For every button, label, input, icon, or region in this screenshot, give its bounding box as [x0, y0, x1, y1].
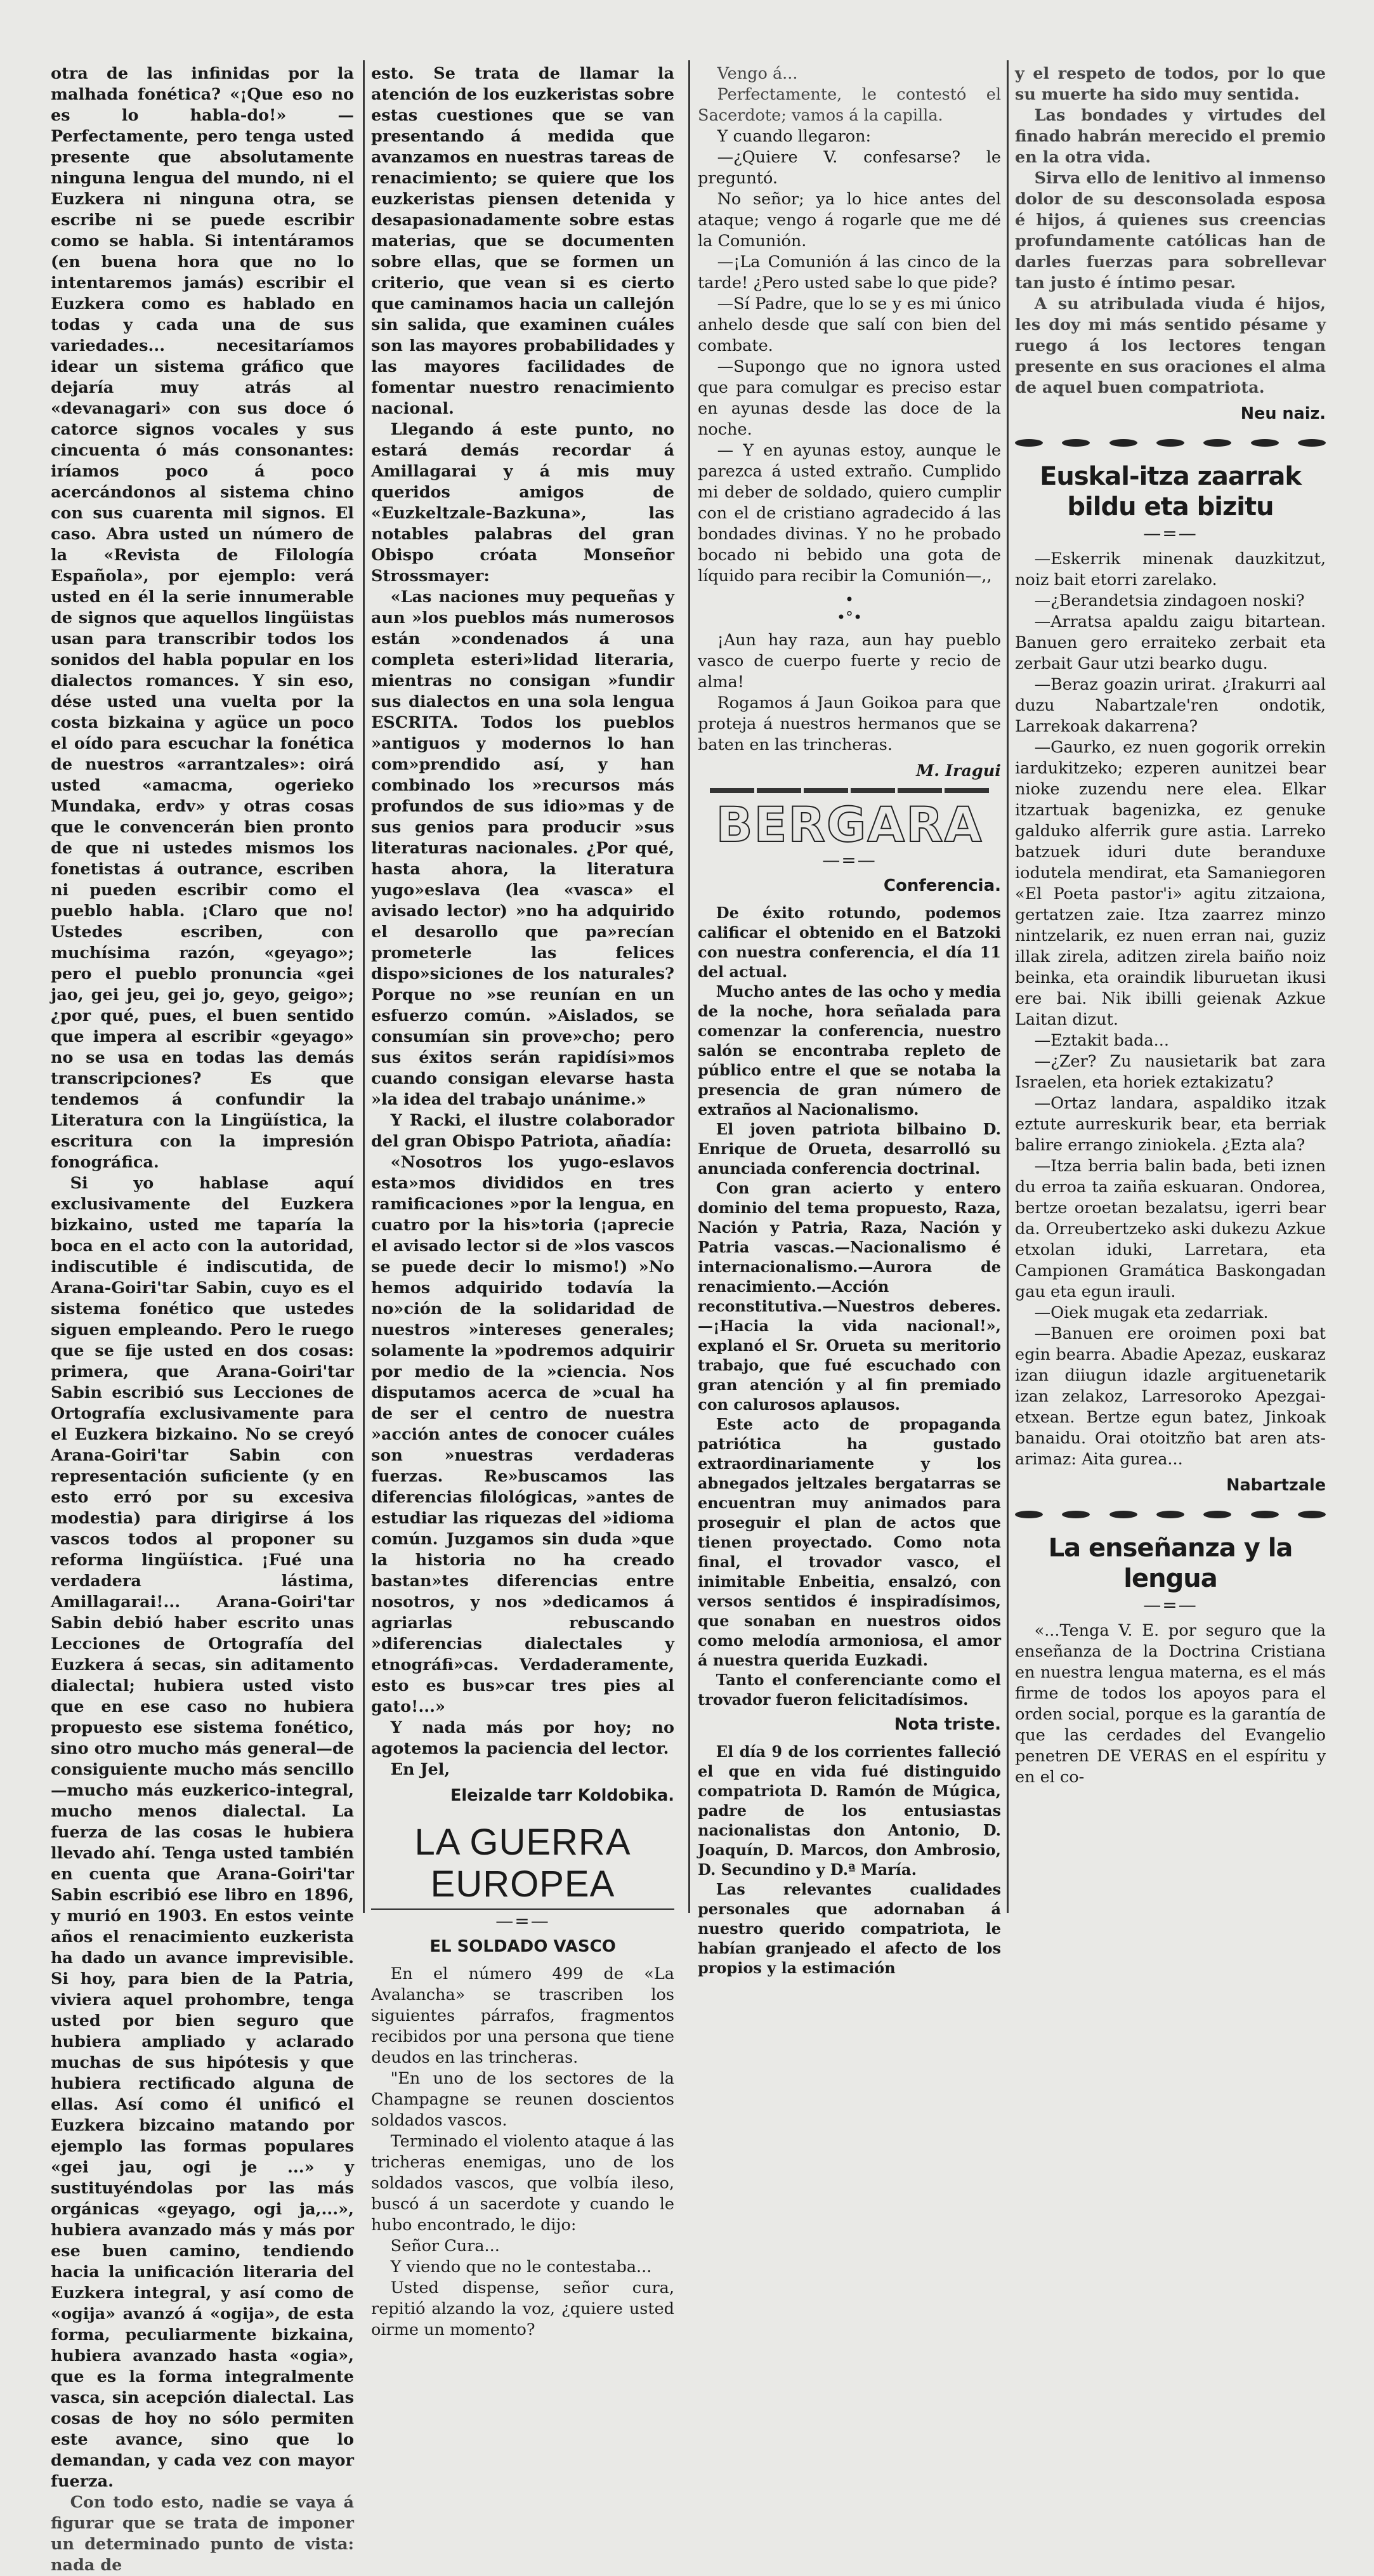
column-rule [1007, 60, 1009, 1913]
paragraph: —Ortaz landara, aspaldiko itzak eztute aurreskurik bear, eta berriak balire errango ziniokela. ¿Ezta ala? [1015, 1094, 1326, 1155]
paragraph: —¿Quiere V. confesarse? le preguntó. [698, 148, 1001, 188]
section-title-bergara: BERGARA [716, 796, 983, 853]
paragraph: Si yo hablase aquí exclusivamente del Euzkera bizkaino, usted me taparía la boca en el acto con la autoridad, indiscutible é indiscutida, de Arana-Goiri'tar Sabin, cuyo es el sistema fonético que ustedes siguen empleando. Pero le ruego que se fije usted en dos cosas: primera, que Arana-Goiri'tar Sabin escribió sus Lecciones de Ortografía exclusivamente para el Euzkera bizkaino. No se creyó Arana-Goiri'tar Sabin con representación suficiente (y en esto erró por su excesiva modestia) para dirigirse á los vascos todos al proponer su reforma lingüística. ¡Fué una verdadera lástima, Amillagarai!... Arana-Goiri'tar Sabin debió haber escrito unas Lecciones de Ortografía del Euzkera á secas, sin aditamento dialectal; hubiera usted visto que en ese caso no hubiera propuesto ese sistema fonético, sino otro mucho más general—de consiguiente mucho más sencillo—mucho más euzkerico-integral, mucho menos dialectal. La fuerza de las cosas le hubiera llevado ahí. Tenga usted también en cuenta que Arana-Goiri'tar Sabin escribió ese libro en 1896, y murió en 1903. En estos veinte años el renacimiento euzkerista ha dado un avance imprevisible. Si hoy, para bien de la Patria, viviera aquel prohombre, tenga usted por bien seguro que hubiera ampliado y aclarado muchas de sus hipótesis y que hubiera rectificado alguna de ellas. Así como él unificó el Euzkera bizcaino matando por ejemplo las formas populares «gei jau, ogi je ...» y sustituyéndolas por las más orgánicas «geyago, ogi ja,...», hubiera avanzado más y más por ese buen camino, tendiendo hacia la unificación literaria del Euzkera integral, y así como de «ogija» avanzó á «ogija», de esta forma, peculiarmente bizkaina, hubiera avanzado hasta «ogia», que es la forma integralmente vasca, sin acepción dialectal. Las cosas de hoy no sólo permiten este avance, sino que lo demandan, y cada vez con mayor fuerza. [51, 1174, 354, 2491]
paragraph: otra de las infinidas por la malhada fonética? «¡Que eso no es lo habla-do!» —Perfectamente, pero tenga usted presente que absolutamente ninguna lengua del mundo, ni el Euzkera ni ninguna otra, se escribe ni se puede escribir como se habla. Si intentáramos (en buena hora que no lo intentaremos jamás) escribir el Euzkera como es hablado en todas y cada una de sus variedades... necesitaríamos idear un sistema gráfico que dejaría muy atrás al «devanagari» con sus doce ó catorce signos vocales y sus cincuenta ó más consonantes: iríamos poco á poco acercándonos al sistema chino con sus cuarenta mil signos. El caso. Abra usted un número de la «Revista de Filología Española», por ejemplo: verá usted en él la serie innumerable de signos que aquellos lingüistas usan para transcribir todos los sonidos del habla popular en los dialectos romances. Y sin eso, dése usted una vuelta por la costa bizkaina y agüce un poco el oído para escuchar la fonética de nuestros «arrantzales»: oirá usted «amacma, ogerieko Mundaka, erdv» y otras cosas que le convencerán bien pronto de que ni ustedes mismos los fonetistas á outrance, escriben ni pueden escribir como el pueblo habla. ¡Claro que no! Ustedes escriben, con muchísima razón, «geyago»; pero el pueblo pronuncia «gei jao, gei jeu, gei jo, geyo, geigo»; ¿por qué, pues, el buen sentido que impera al escribir «geyago» no se usa en todas las demás transcripciones? Es que tendemos á confundir la Literatura con la Lingüística, la escritura con la impresión fonográfica. [51, 64, 354, 1172]
paragraph: —Arratsa apaldu zaigu bitartean. Banuen gero erraiteko zerbait eta zerbait Gaur utzi bearko dugu. [1015, 612, 1326, 673]
paragraph: —¡La Comunión á las cinco de la tarde! ¿Pero usted sabe lo que pide? [698, 253, 1001, 292]
ornament-dots: • •°• [836, 591, 863, 626]
column-rule [363, 60, 365, 1913]
paragraph: No señor; ya lo hice antes del ataque; vengo á rogarle que me dé la Comunión. [698, 190, 1001, 251]
paragraph: —Banuen ere oroimen poxi bat egin bearra. Abadie Apezaz, euskaraz izan diiugun idazle argituenetarik izan zelakoz, Larresoroko Apezgai-etxean. Bertze egun batez, Jinkoak banaidu. Orai otoitzño bat aren ats-arimaz: Aita gurea... [1015, 1324, 1326, 1469]
paragraph: —Eztakit bada... [1034, 1031, 1169, 1050]
paragraph: Y viendo que no le contestaba... [390, 2257, 652, 2277]
divider: —=— [822, 850, 877, 871]
paragraph: «...Tenga V. E. por seguro que la enseñanza de la Doctrina Cristiana en nuestra lengua materna, es el más firme de todos los apoyos para el orden social, porque es la garantía de que las cerdades del Evangelio penetren DE VERAS en el espíritu y en el co- [1015, 1621, 1326, 1787]
paragraph: Usted dispense, señor cura, repitió alzando la voz, ¿quiere usted oirme un momento? [371, 2278, 674, 2339]
paragraph: De éxito rotundo, podemos calificar el obtenido en el Batzoki con nuestra conferencia, el día 11 del actual. [698, 904, 1001, 981]
paragraph: —Oiek mugak eta zedarriak. [1034, 1303, 1269, 1322]
paragraph: A su atribulada viuda é hijos, les doy mi más sentido pésame y ruego á los lectores tengan presente en sus oraciones el alma de aquel buen compatriota. [1015, 294, 1326, 397]
column-3 [698, 63, 1001, 1977]
paragraph: Terminado el violento ataque á las tricheras enemigas, uno de los soldados vascos, que volbía ileso, buscó á un sacerdote y cuando le hubo encontrado, le dijo: [371, 2132, 674, 2235]
paragraph: ¡Aun hay raza, aun hay pueblo vasco de cuerpo fuerte y recio de alma! [698, 631, 1001, 692]
ornament-line [1015, 436, 1326, 450]
paragraph: En Jel, [390, 1760, 450, 1779]
column-4 [1015, 63, 1326, 1910]
paragraph: Con todo esto, nadie se vaya á figurar que se trata de imponer un determinado punto de vista: nada de [51, 2493, 354, 2575]
paragraph: esto. Se trata de llamar la atención de los euzkeristas sobre estas cuestiones que se van presentando á medida que avanzamos en nuestras tareas de renacimiento; se quiere que los euzkeristas piensen detenida y desapasionadamente sobre estas materias, que se documenten sobre ellas, que se formen un criterio, que vean si es cierto que caminamos hacia un callejón sin salida, que examinen cuáles son las mayores probabilidades y las mayores facilidades de fomentar nuestro renacimiento nacional. [371, 64, 674, 418]
divider: —=— [1143, 523, 1198, 544]
paragraph: Mucho antes de las ocho y media de la noche, hora señalada para comenzar la conferencia, nuestro salón se encontraba repleto de público entre el que se notaba la presencia de gran número de extraños al Nacionalismo. [698, 982, 1001, 1119]
signature: Nabartzale [1226, 1476, 1326, 1495]
paragraph: Las relevantes cualidades personales que adornaban á nuestro querido compatriota, le habían granjeado el afecto de los propios y la estimación [698, 1880, 1001, 1977]
paragraph: Señor Cura... [390, 2237, 500, 2256]
paragraph: Sirva ello de lenitivo al inmenso dolor de su desconsolada esposa é hijos, á quienes sus creencias profundamente católicas han de darles fuerzas para sobrellevar tan justo é íntimo pesar. [1015, 169, 1326, 292]
ornament-line [1015, 1508, 1326, 1521]
paragraph: Vengo á... [717, 64, 798, 83]
paragraph: Tanto el conferenciante como el trovador fueron felicitadísimos. [698, 1671, 1001, 1709]
column-1 [51, 63, 354, 2575]
column-2 [371, 63, 674, 2339]
paragraph: Con gran acierto y entero dominio del tema propuesto, Raza, Nación y Patria, Raza, Nación y Patria vascas.—Nacionalismo é internacionalismo.—Aurora de renacimiento.—Acción reconstitutiva.—Nuestros deberes.—¡Hacia la vida nacional!», explanó el Sr. Orueta su meritorio trabajo, que fué escuchado con gran atención y al fin premiado con calurosos aplausos. [698, 1179, 1001, 1414]
paragraph: En el número 499 de «La Avalancha» se trascriben los siguientes párrafos, fragmentos recibidos por una persona que tiene deudos en las trincheras. [371, 1964, 674, 2067]
paragraph: — Y en ayunas estoy, aunque le parezca á usted extraño. Cumplido mi deber de soldado, quiero cumplir con el de cristiano agradecido á las bondades divinas. Y no he probado bocado ni bebido una gota de líquido para recibir la Comunión—,, [698, 441, 1001, 586]
section-title-ensenanza: La enseñanza y la lengua [1048, 1534, 1293, 1593]
paragraph: El joven patriota bilbaino D. Enrique de Orueta, desarrolló su anunciada conferencia doctrinal. [698, 1120, 1001, 1178]
quote: «Nosotros los yugo-eslavos esta»mos divididos en tres ramificaciones »por la lengua, en cuatro por la his»toria (¡aprecie el avisado lector si de »los vascos se puede decir lo mismo!) »No hemos adquirido todavía la no»ción de la solidaridad de nuestros »intereses generales; solamente la »podremos adquirir por medio de la »ciencia. Nos disputamos acerca de »cual ha de ser el centro de nuestra »acción antes de conocer cuáles son »nuestras verdaderas fuerzas. Re»buscamos las diferencias filológicas, »antes de estudiar las riquezas del »idioma común. Juzgamos sin duda »que la historia no ha creado bastan»tes diferencias entre nosotros, y nos »dedicamos á agriarlas rebuscando »diferencias dialectales y etnográfi»cas. Verdaderamente, esto es bus»car tres pies al gato!...» [371, 1153, 674, 1716]
paragraph: —Beraz goazin urirat. ¿Irakurri aal duzu Nabartzale'ren ondotik, Larrekoak dakarrena? [1015, 675, 1326, 736]
paragraph: —Sí Padre, que lo se y es mi único anhelo desde que salí con bien del combate. [698, 294, 1001, 355]
section-subtitle: Conferencia. [883, 876, 1001, 895]
signature: M. Iragui [916, 761, 1001, 780]
paragraph: —¿Berandetsia zindagoen noski? [1034, 591, 1305, 610]
section-subtitle: EL SOLDADO VASCO [429, 1937, 616, 1956]
paragraph: "En uno de los sectores de la Champagne se reunen doscientos soldados vascos. [371, 2069, 674, 2130]
paragraph: Y cuando llegaron: [717, 127, 872, 146]
ornament-bar [698, 788, 1001, 793]
section-title-guerra: LA GUERRA EUROPEA [371, 1822, 674, 1910]
paragraph: —Supongo que no ignora usted que para comulgar es preciso estar en ayunas desde las doce de la noche. [698, 357, 1001, 439]
divider: —=— [1143, 1594, 1198, 1615]
paragraph: Rogamos á Jaun Goikoa para que proteja á nuestros hermanos que se baten en las trincheras. [698, 693, 1001, 754]
quote: «Las naciones muy pequeñas y aun »los pueblos más numerosos están »condenados á una completa esteri»lidad literaria, mientras no consigan »fundir sus dialectos en una sola lengua ESCRITA. Todos los pueblos »antiguos y modernos lo han com»prendido así, y han combinado los »recursos más profundos de sus idio»mas y de sus genios para producir »sus literaturas nacionales. ¿Por qué, hasta ahora, la literatura yugo»eslava (lea «vasca» el avisado lector) »no ha adquirido el desarollo que pa»recían prometerle las felices dispo»siciones de los naturales? Porque no »se reunían en un esfuerzo común. »Aislados, se consumían sin prove»cho; pero sus éxitos serán rapidísi»mos cuando consigan elevarse hasta »la idea del trabajo unánime.» [371, 588, 674, 1109]
divider: —=— [495, 1910, 550, 1931]
signature: Neu naiz. [1240, 404, 1326, 423]
paragraph: El día 9 de los corrientes falleció el que en vida fué distinguido compatriota D. Ramón de Múgica, padre de los entusiastas nacionalistas don Antonio, D. Joaquín, D. Marcos, don Ambrosio, D. Secundino y D.ª María. [698, 1742, 1001, 1879]
paragraph: —Gaurko, ez nuen gogorik orrekin iardukitzeko; ezperen aunitzei bear nioke zuzendu nere elea. Elkar itzartuak bagenizka, ez genuke galduko alferrik gure astia. Larreko batzuek iduri dute beranduxe iodutela mendirat, eta Samaniegoren «El Poeta pastor'i» agitu zitzaiona, gertatzen zaie. Itza zaarrez minzo nintzelarik, ez nuen erran nai, guziz illak zirela, aditzen zirela baiño noiz beinka, eta oraindik liburuetan ikusi ere bai. Nik ibilli geienak Azkue Laitan dizut. [1015, 738, 1326, 1029]
paragraph: Llegando á este punto, no estará demás recordar á Amillagarai y á mis muy queridos amigos de «Euzkeltzale-Bazkuna», las notables palabras del gran Obispo cróata Monseñor Strossmayer: [371, 420, 674, 586]
paragraph: Y nada más por hoy; no agotemos la paciencia del lector. [371, 1718, 674, 1758]
paragraph: —Itza berria balin bada, beti iznen du erroa ta zaiña eskuaran. Ondorea, bertze oroetan bezalatsu, igerri bear da. Orreubertzeko aski dukezu Azkue etxolan iduki, Larretara, eta Campionen Gramática Baskongadan gau eta egun irauli. [1015, 1157, 1326, 1301]
paragraph: Perfectamente, le contestó el Sacerdote; vamos á la capilla. [698, 85, 1001, 125]
signature: Eleizalde tarr Koldobika. [450, 1786, 674, 1805]
paragraph: —¿Zer? Zu nausietarik bat zara Israelen, eta horiek eztakizatu? [1015, 1052, 1326, 1092]
section-subtitle: Nota triste. [894, 1715, 1001, 1734]
section-title-euskal: Euskal-itza zaarrak bildu eta bizitu [1040, 462, 1301, 522]
paragraph: Y Racki, el ilustre colaborador del gran Obispo Patriota, añadía: [371, 1111, 674, 1151]
paragraph: —Eskerrik minenak dauzkitzut, noiz bait etorri zarelako. [1015, 549, 1326, 589]
paragraph: Las bondades y virtudes del finado habrán merecido el premio en la otra vida. [1015, 106, 1326, 167]
paragraph: Este acto de propaganda patriótica ha gustado extraordinariamente y los abnegados jeltzales bergatarras se encuentran muy animados para proseguir el plan de actos que tienen proyectado. Como nota final, el trovador vasco, el inimitable Enbeitia, ensalzó, con versos sentidos é inspiradísimos, que sonaban en nuestros oidos como melodía armoniosa, el amor á nuestra querida Euzkadi. [698, 1415, 1001, 1669]
column-rule [688, 60, 690, 1913]
paragraph: y el respeto de todos, por lo que su muerte ha sido muy sentida. [1015, 64, 1326, 104]
